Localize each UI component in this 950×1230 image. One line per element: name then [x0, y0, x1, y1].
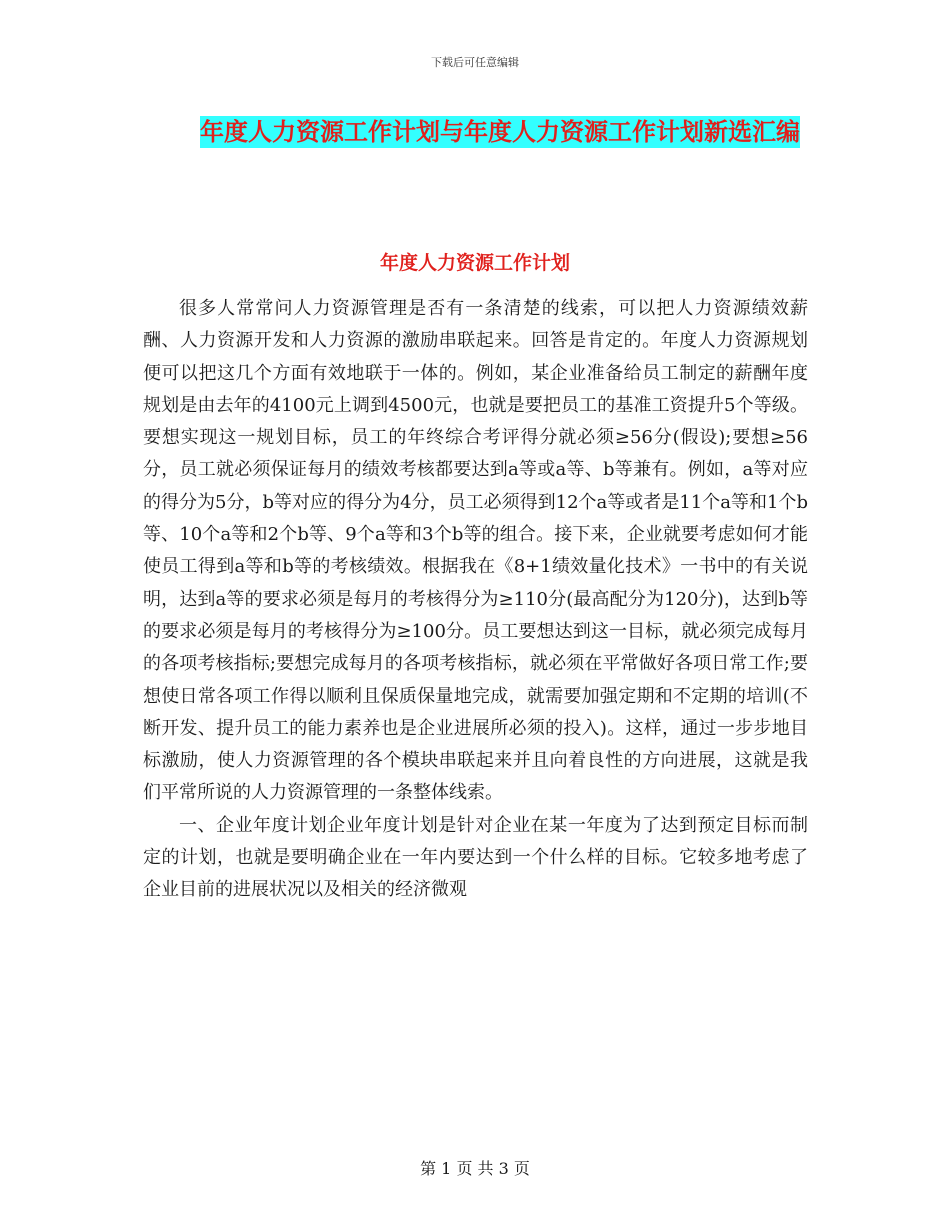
document-body — [143, 293, 808, 907]
section-title: 年度人力资源工作计划 — [379, 252, 570, 274]
header-note: 下载后可任意编辑 — [431, 56, 519, 69]
document-title — [160, 110, 840, 154]
document-title-text: 年度人力资源工作计划与年度人力资源工作计划新选汇编 — [200, 118, 800, 146]
page-number: 第 1 页 共 3 页 — [420, 1159, 530, 1178]
paragraph: 一、企业年度计划企业年度计划是针对企业在某一年度为了达到预定目标而制定的计划，也就是要明确企业在一年内要达到一个什么样的目标。它较多地考虑了企业目前的进展状况以及相关的经济微观 — [143, 814, 808, 901]
paragraph: 很多人常常问人力资源管理是否有一条清楚的线索，可以把人力资源绩效薪酬、人力资源开发和人力资源的激励串联起来。回答是肯定的。年度人力资源规划便可以把这几个方面有效地联于一体的。例如，某企业准备给员工制定的薪酬年度规划是由去年的4100元上调到4500元，也就是要把员工的基准工资提升5个等级。要想实现这一规划目标，员工的年终综合考评得分就必须≥56分(假设);要想≥56分，员工就必须保证每月的绩效考核都要达到a等或a等、b等兼有。例如，a等对应的得分为5分，b等对应的得分为4分，员工必须得到12个a等或者是11个a等和1个b等、10个a等和2个b等、9个a等和3个b等的组合。接下来，企业就要考虑如何才能使员工得到a等和b等的考核绩效。根据我在《8+1绩效量化技术》一书中的有关说明，达到a等的要求必须是每月的考核得分为≥110分(最高配分为120分)，达到b等的要求必须是每月的考核得分为≥100分。员工要想达到这一目标，就必须完成每月的各项考核指标;要想完成每月的各项考核指标，就必须在平常做好各项日常工作;要想使日常各项工作得以顺利且保质保量地完成，就需要加强定期和不定期的培训(不断开发、提升员工的能力素养也是企业进展所必须的投入)。这样，通过一步步地目标激励，使人力资源管理的各个模块串联起来并且向着良性的方向进展，这就是我们平常所说的人力资源管理的一条整体线索。 — [143, 298, 808, 804]
